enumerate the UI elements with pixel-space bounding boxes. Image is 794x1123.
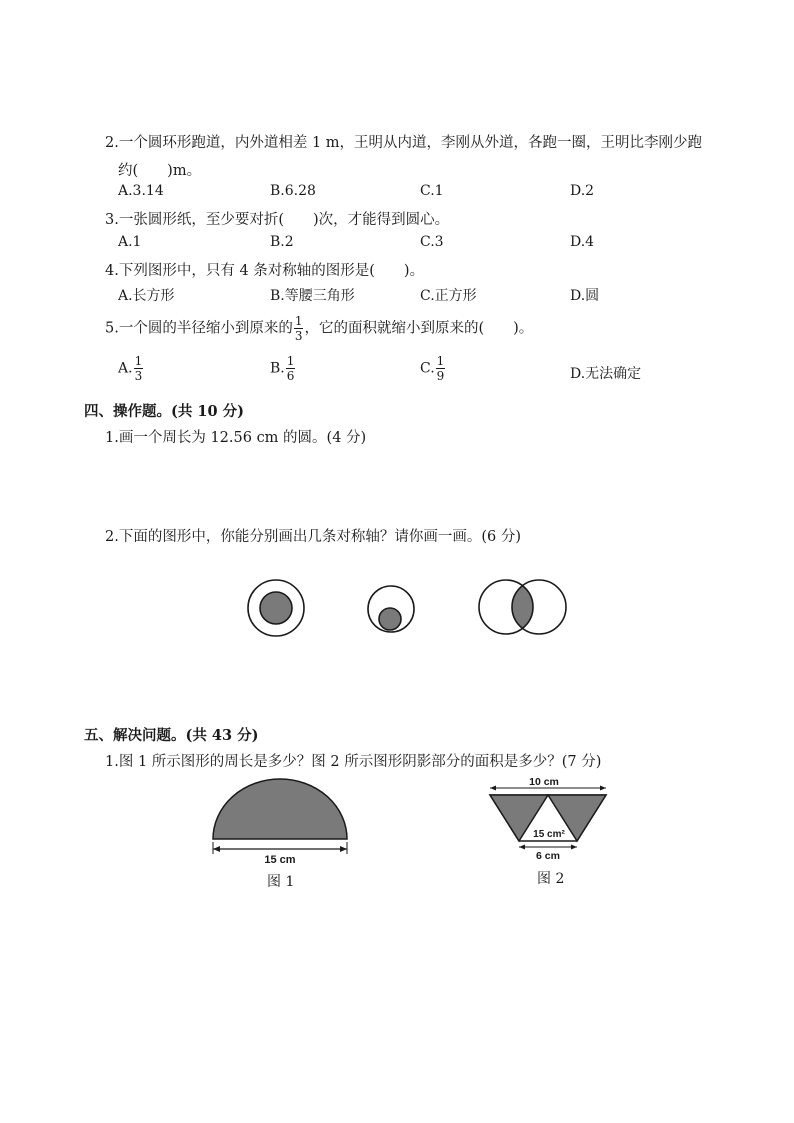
q5-text-before: 5.一个圆的半径缩小到原来的	[105, 320, 293, 337]
right-arrow-icon	[340, 846, 347, 852]
q2-option-c: C.1	[420, 183, 444, 199]
q3-option-b: B.2	[270, 234, 294, 250]
q5-option-a-prefix: A.	[118, 360, 133, 377]
q2-line2: 约( )m。	[118, 163, 202, 179]
q5-option-b-den: 6	[286, 369, 295, 383]
overlapping-circles-figure	[479, 580, 566, 634]
q4-option-b: B.等腰三角形	[270, 288, 355, 304]
section4-q1: 1.画一个周长为 12.56 cm 的圆。(4 分)	[105, 430, 367, 446]
q5-option-c-num: 1	[436, 354, 445, 368]
section5-title: 五、解决问题。(共 43 分)	[84, 727, 259, 744]
section4-title: 四、操作题。(共 10 分)	[84, 403, 244, 420]
q5-option-c-prefix: C.	[420, 360, 435, 377]
q3-option-a: A.1	[118, 234, 142, 250]
q4-text: 4.下列图形中，只有 4 条对称轴的图形是( )。	[105, 263, 425, 279]
top-left-arrow-icon	[490, 786, 496, 791]
figure2-caption: 图 2	[537, 871, 565, 887]
q3-text: 3.一张圆形纸，至少要对折( )次，才能得到圆心。	[105, 212, 450, 228]
q5-fraction-den: 3	[294, 329, 303, 343]
q2-option-b: B.6.28	[270, 183, 316, 199]
figure2-bottom-label: 6 cm	[536, 850, 560, 862]
q5-option-c	[420, 355, 446, 382]
inner-shaded-circle	[379, 608, 401, 630]
q3-option-c: C.3	[420, 234, 444, 250]
figure1-caption: 图 1	[267, 874, 295, 890]
figure2-area-label: 15 cm²	[533, 829, 565, 840]
q5-option-a	[118, 355, 144, 382]
q3-option-d: D.4	[570, 234, 595, 250]
q4-option-a: A.长方形	[118, 288, 175, 304]
q5-fraction-num: 1	[294, 314, 303, 328]
tangent-circles-figure	[368, 586, 414, 632]
bottom-right-arrow-icon	[571, 845, 577, 850]
section5-q1: 1.图 1 所示图形的周长是多少？图 2 所示图形阴影部分的面积是多少？(7 分)	[105, 754, 602, 770]
q5-option-b-num: 1	[286, 354, 295, 368]
q2-option-a: A.3.14	[118, 183, 164, 199]
q5-option-b-prefix: B.	[270, 360, 285, 377]
bottom-left-arrow-icon	[519, 845, 525, 850]
q5-fraction	[294, 315, 304, 342]
q4-option-c: C.正方形	[420, 288, 477, 304]
q5-option-a-num: 1	[134, 354, 143, 368]
concentric-circles-figure	[248, 580, 304, 636]
q5-option-c-den: 9	[436, 369, 445, 383]
figure2-triangles	[483, 774, 613, 864]
symmetry-figures	[240, 575, 580, 645]
left-arrow-icon	[213, 846, 220, 852]
q5-option-a-fraction	[134, 355, 144, 382]
section4-q2: 2.下面的图形中，你能分别画出几条对称轴？请你画一画。(6 分)	[105, 529, 521, 545]
q5-option-c-fraction	[436, 355, 446, 382]
semicircle-shape	[213, 779, 347, 839]
q2-option-d: D.2	[570, 183, 595, 199]
q5-text-after: ，它的面积就缩小到原来的( )。	[304, 320, 534, 337]
figure1-dimension-label: 15 cm	[264, 854, 296, 866]
inner-shaded-circle	[260, 592, 292, 624]
figure1-semicircle	[205, 776, 355, 866]
q5-text	[105, 315, 533, 342]
figure2-top-label: 10 cm	[529, 776, 559, 788]
q5-option-b-fraction	[286, 355, 296, 382]
q5-option-b	[270, 355, 296, 382]
q5-option-d: D.无法确定	[570, 366, 642, 382]
top-right-arrow-icon	[600, 786, 606, 791]
q4-option-d: D.圆	[570, 288, 600, 304]
q2-line1: 2.一个圆环形跑道，内外道相差 1 m，王明从内道，李刚从外道，各跑一圈，王明比李刚少跑	[105, 135, 703, 151]
q5-option-a-den: 3	[134, 369, 143, 383]
